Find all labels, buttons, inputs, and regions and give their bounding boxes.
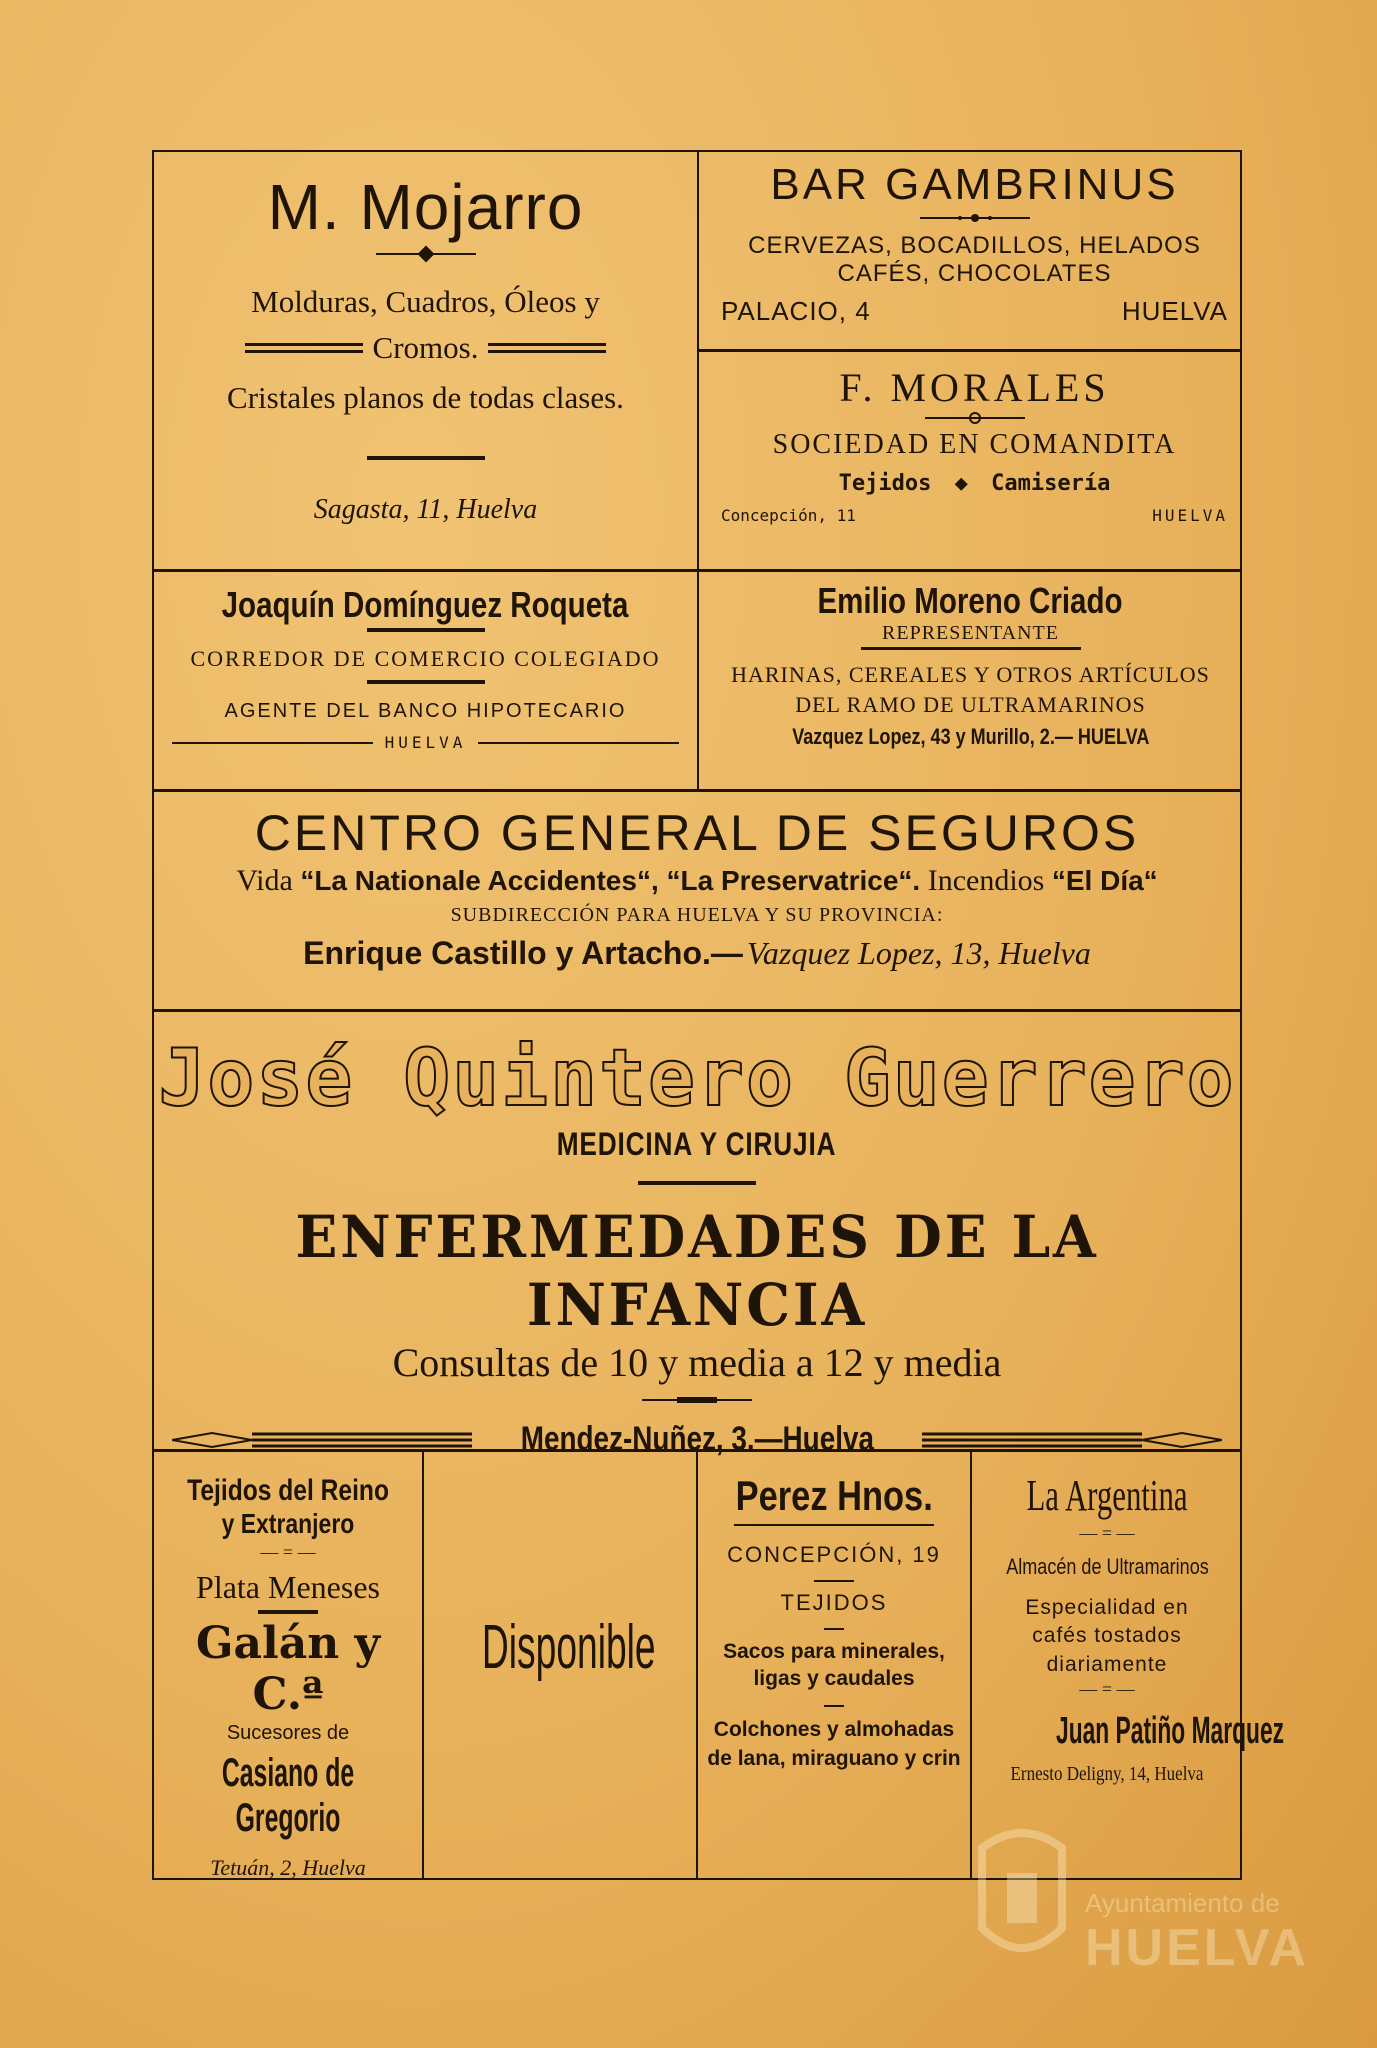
ad-mojarro [154, 152, 699, 569]
double-rule [245, 343, 363, 353]
perez-name: Perez Hnos. [735, 1472, 933, 1519]
moreno-address: Vazquez Lopez, 43 y Murillo, 2.— HUELVA [791, 724, 1150, 749]
galan-line1: Tejidos del Reino [187, 1474, 389, 1507]
divider-rule [734, 1524, 934, 1526]
ornament-icon [915, 210, 1035, 226]
mojarro-address: Sagasta, 11, Huelva [313, 494, 538, 525]
galan-line3: Plata Meneses [196, 1569, 380, 1605]
ayuntamiento-watermark [967, 1778, 1310, 2008]
ad-dominguez [154, 572, 699, 789]
row-1 [154, 152, 1240, 572]
morales-line2a: Tejidos [838, 471, 932, 496]
argentina-address: Ernesto Deligny, 14, Huelva [1010, 1763, 1204, 1786]
divider-rule [258, 1610, 318, 1614]
ad-galan [154, 1452, 424, 1878]
seguros-line1d: “El Día“ [1051, 865, 1158, 896]
coat-of-arms-icon [967, 1818, 1077, 1968]
moreno-line1: REPRESENTANTE [882, 622, 1059, 644]
watermark-line2: HUELVA [1085, 1919, 1310, 1977]
moreno-name: Emilio Moreno Criado [817, 580, 1124, 621]
ornament-icon: — = — [1079, 1523, 1135, 1543]
perez-line3: Sacos para minerales, ligas y caudales [723, 1640, 945, 1691]
gambrinus-city: HUELVA [1121, 296, 1228, 326]
watermark-line1: Ayuntamiento de [1085, 1888, 1280, 1918]
quintero-address: Mendez-Nuñez, 3.—Huelva [520, 1420, 874, 1458]
quintero-name: José Quintero Guerrero [158, 1034, 1236, 1124]
dominguez-line2: AGENTE DEL BANCO HIPOTECARIO [224, 700, 627, 722]
moreno-line3: DEL RAMO DE ULTRAMARINOS [795, 692, 1146, 717]
ornament-icon [920, 411, 1030, 425]
galan-name: Galán y C.ª [195, 1618, 381, 1720]
ornament-icon: — = — [260, 1542, 316, 1562]
galan-line4: Sucesores de [226, 1722, 350, 1744]
ornament-icon [371, 244, 481, 264]
divider-rule [824, 1628, 844, 1630]
quintero-line1: MEDICINA Y CIRUJIA [557, 1126, 837, 1162]
gambrinus-line2: CAFÉS, CHOCOLATES [837, 260, 1112, 287]
gambrinus-street: PALACIO, 4 [721, 296, 871, 326]
disponible-text: Disponible [481, 1613, 656, 1682]
perez-line1: CONCEPCIÓN, 19 [727, 1542, 941, 1567]
perez-line2: TEJIDOS [780, 1590, 888, 1615]
gambrinus-line1: CERVEZAS, BOCADILLOS, HELADOS [748, 232, 1201, 259]
morales-city: HUELVA [1152, 506, 1228, 525]
ornament-icon [172, 1425, 472, 1455]
morales-street: Concepción, 11 [721, 506, 856, 525]
mojarro-line1: Molduras, Cuadros, Óleos y [251, 284, 600, 319]
morales-name: F. MORALES [839, 365, 1110, 410]
divider-rule [478, 742, 679, 744]
ad-gambrinus [699, 152, 1242, 352]
argentina-name: La Argentina [1026, 1471, 1188, 1520]
ad-morales [699, 352, 1242, 525]
seguros-name: CENTRO GENERAL DE SEGUROS [254, 805, 1140, 861]
gambrinus-name: BAR GAMBRINUS [770, 160, 1179, 209]
mojarro-line3: Cristales planos de todas clases. [227, 380, 624, 415]
seguros-line1b: “La Nationale Accidentes“, “La Preservatrice“. [300, 865, 921, 896]
galan-line2: y Extranjero [221, 1508, 355, 1539]
seguros-line1a: Vida [236, 864, 293, 897]
ad-perez [698, 1452, 972, 1878]
argentina-line1: Almacén de Ultramarinos [1005, 1554, 1209, 1579]
galan-address: Tetuán, 2, Huelva [210, 1855, 366, 1880]
moreno-line2: HARINAS, CEREALES Y OTROS ARTÍCULOS [731, 662, 1210, 687]
argentina-line2: Especialidad en cafés tostados diariamente [1025, 1596, 1189, 1676]
quintero-line2: ENFERMEDADES DE LA INFANCIA [295, 1203, 1099, 1339]
mojarro-line2: Cromos. [372, 330, 479, 365]
quintero-line3: Consultas de 10 y media a 12 y media [392, 1340, 1002, 1385]
dominguez-name: Joaquín Domínguez Roqueta [222, 584, 629, 625]
divider-rule [861, 647, 1081, 650]
seguros-agent: Enrique Castillo y Artacho.— [303, 935, 743, 971]
divider-rule [814, 1580, 854, 1582]
divider-rule [367, 456, 485, 460]
divider-rule [824, 1705, 844, 1707]
ornament-icon [637, 1394, 757, 1406]
morales-line2b: Camisería [991, 471, 1111, 496]
diamond-icon: ◆ [954, 471, 968, 496]
ad-seguros [154, 792, 1240, 1012]
double-rule [488, 343, 606, 353]
advertisement-page [152, 150, 1285, 1880]
divider-rule [172, 742, 373, 744]
dominguez-line1: CORREDOR DE COMERCIO COLEGIADO [190, 646, 661, 671]
divider-rule [638, 1181, 756, 1185]
ornament-icon: — = — [1079, 1679, 1135, 1700]
perez-line4: Colchones y almohadas de lana, miraguano y crin [707, 1717, 961, 1770]
ad-moreno [699, 572, 1242, 789]
ad-gambrinus-morales [699, 152, 1242, 569]
divider-rule [367, 680, 485, 684]
argentina-owner: Juan Patiño Marquez [1056, 1710, 1285, 1753]
row-2 [154, 572, 1240, 792]
morales-line1: SOCIEDAD EN COMANDITA [772, 429, 1177, 460]
seguros-address: Vazquez Lopez, 13, Huelva [746, 935, 1091, 971]
ad-quintero [154, 1012, 1240, 1458]
galan-line5: Casiano de Gregorio [221, 1751, 355, 1840]
seguros-line2: SUBDIRECCIÓN PARA HUELVA Y SU PROVINCIA: [450, 904, 944, 926]
divider-rule [367, 628, 485, 632]
dominguez-city: HUELVA [384, 733, 467, 752]
ad-disponible [424, 1452, 698, 1878]
seguros-line1c: Incendios [927, 864, 1045, 897]
ornament-icon [922, 1425, 1222, 1455]
mojarro-name: M. Mojarro [267, 171, 584, 243]
